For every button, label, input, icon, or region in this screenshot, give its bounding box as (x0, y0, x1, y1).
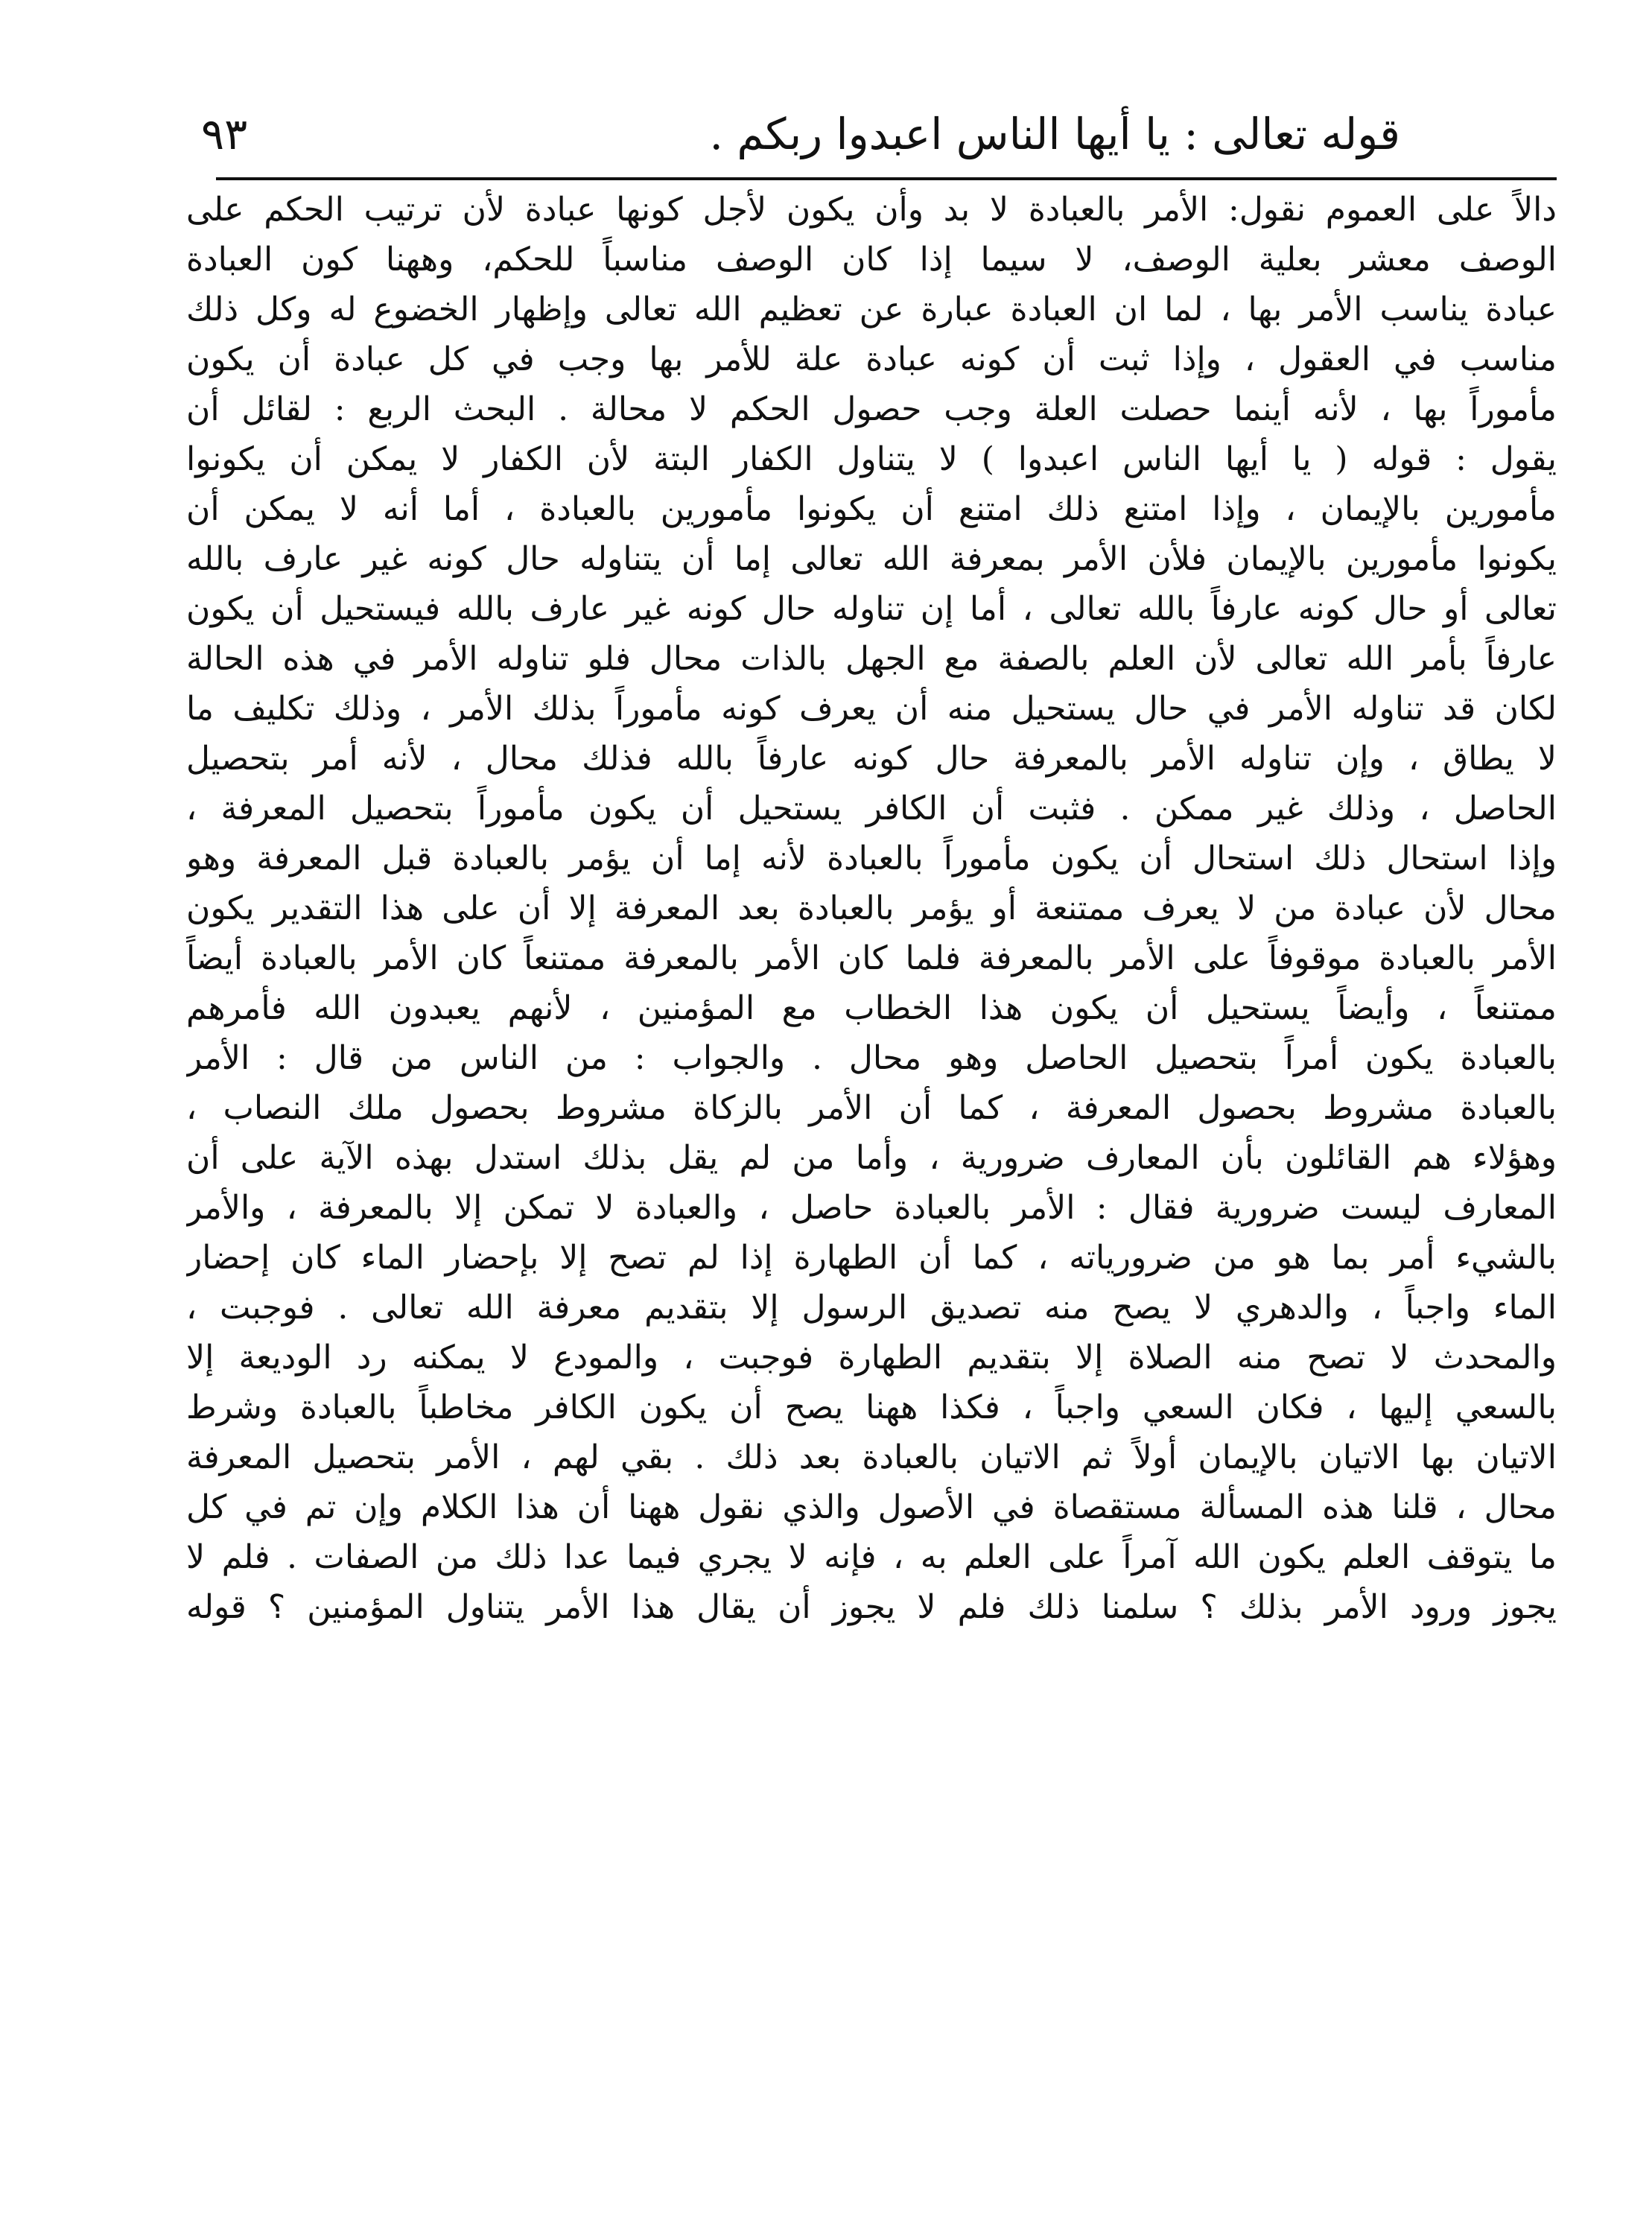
text-line: مأمورين بالإيمان ، وإذا امتنع ذلك امتنع أن يكونوا مأمورين بالعبادة ، أما أنه لا يمكن أن (186, 490, 1557, 528)
text-line: مأموراً بها ، لأنه أينما حصلت العلة وجب حصول الحكم لا محالة . البحث الربع : لقائل أن (186, 390, 1557, 428)
text-line: ممتنعاً ، وأيضاً يستحيل أن يكون هذا الخطاب مع المؤمنين ، لأنهم يعبدون الله فأمرهم (186, 989, 1557, 1027)
body-text (186, 185, 1557, 1632)
running-title: قوله تعالى : يا أيها الناس اعبدوا ربكم . (709, 109, 1400, 159)
text-line: تعالى أو حال كونه عارفاً بالله تعالى ، أما إن تناوله حال كونه غير عارف بالله فيستحيل أن يكون (186, 590, 1557, 628)
text-line: الاتيان بها الاتيان بالإيمان أولاً ثم الاتيان بالعبادة بعد ذلك . بقي لهم ، الأمر بتحصيل المعرفة (186, 1438, 1557, 1476)
header-rule (216, 177, 1557, 180)
text-line: يقول : قوله ( يا أيها الناس اعبدوا ) لا يتناول الكفار البتة لأن الكفار لا يمكن أن يكونوا (186, 440, 1557, 478)
text-line: والمحدث لا تصح منه الصلاة إلا بتقديم الطهارة فوجبت ، والمودع لا يمكنه رد الوديعة إلا (186, 1339, 1557, 1377)
text-line: عبادة يناسب الأمر بها ، لما ان العبادة عبارة عن تعظيم الله تعالى وإظهار الخضوع له وكل ذلك (186, 291, 1557, 328)
text-line: عارفاً بأمر الله تعالى لأن العلم بالصفة مع الجهل بالذات محال فلو تناوله الأمر في هذه الحالة (186, 640, 1557, 678)
text-line: يكونوا مأمورين بالإيمان فلأن الأمر بمعرفة الله تعالى إما أن يتناوله حال كونه غير عارف بالله (186, 540, 1557, 578)
text-line: وإذا استحال ذلك استحال أن يكون مأموراً بالعبادة لأنه إما أن يؤمر بالعبادة قبل المعرفة وهو (186, 839, 1557, 877)
text-line: محال لأن عبادة من لا يعرف ممتنعة أو يؤمر بالعبادة بعد المعرفة إلا أن على هذا التقدير يكون (186, 889, 1557, 927)
text-line: المعارف ليست ضرورية فقال : الأمر بالعبادة حاصل ، والعبادة لا تمكن إلا بالمعرفة ، والأمر (186, 1189, 1557, 1227)
text-line: محال ، قلنا هذه المسألة مستقصاة في الأصول والذي نقول ههنا أن هذا الكلام وإن تم في كل (186, 1488, 1557, 1526)
text-line: بالعبادة مشروط بحصول المعرفة ، كما أن الأمر بالزكاة مشروط بحصول ملك النصاب ، (186, 1089, 1557, 1127)
text-line: ما يتوقف العلم يكون الله آمراً على العلم به ، فإنه لا يجري فيما عدا ذلك من الصفات . فلم لا (186, 1538, 1557, 1576)
text-line: مناسب في العقول ، وإذا ثبت أن كونه عبادة علة للأمر بها وجب في كل عبادة أن يكون (186, 340, 1557, 378)
text-line: الوصف معشر بعلية الوصف، لا سيما إذا كان الوصف مناسباً للحكم، وههنا كون العبادة (186, 241, 1557, 279)
text-line: لا يطاق ، وإن تناوله الأمر بالمعرفة حال كونه عارفاً بالله فذلك محال ، لأنه أمر بتحصيل (186, 740, 1557, 778)
page-number: ٩٣ (201, 109, 248, 159)
text-line: الحاصل ، وذلك غير ممكن . فثبت أن الكافر يستحيل أن يكون مأموراً بتحصيل المعرفة ، (186, 790, 1557, 828)
text-line: الماء واجباً ، والدهري لا يصح منه تصديق الرسول إلا بتقديم معرفة الله تعالى . فوجبت ، (186, 1289, 1557, 1327)
text-line: لكان قد تناوله الأمر في حال يستحيل منه أن يعرف كونه مأموراً بذلك الأمر ، وذلك تكليف ما (186, 690, 1557, 728)
text-line: بالعبادة يكون أمراً بتحصيل الحاصل وهو محال . والجواب : من الناس من قال : الأمر (186, 1039, 1557, 1077)
page-header (201, 97, 1564, 179)
text-line: وهؤلاء هم القائلون بأن المعارف ضرورية ، وأما من لم يقل بذلك استدل بهذه الآية على أن (186, 1139, 1557, 1177)
text-line: الأمر بالعبادة موقوفاً على الأمر بالمعرفة فلما كان الأمر بالمعرفة ممتنعاً كان الأمر بالعبادة أيضاً (186, 939, 1557, 977)
text-line: يجوز ورود الأمر بذلك ؟ سلمنا ذلك فلم لا يجوز أن يقال هذا الأمر يتناول المؤمنين ؟ قوله (186, 1588, 1557, 1626)
text-line: بالسعي إليها ، فكان السعي واجباً ، فكذا ههنا يصح أن يكون الكافر مخاطباً بالعبادة وشرط (186, 1388, 1557, 1426)
text-line: بالشيء أمر بما هو من ضرورياته ، كما أن الطهارة إذا لم تصح إلا بإحضار الماء كان إحضار (186, 1239, 1557, 1277)
text-line: دالاً على العموم نقول: الأمر بالعبادة لا بد وأن يكون لأجل كونها عبادة لأن ترتيب الحكم على (186, 191, 1557, 229)
